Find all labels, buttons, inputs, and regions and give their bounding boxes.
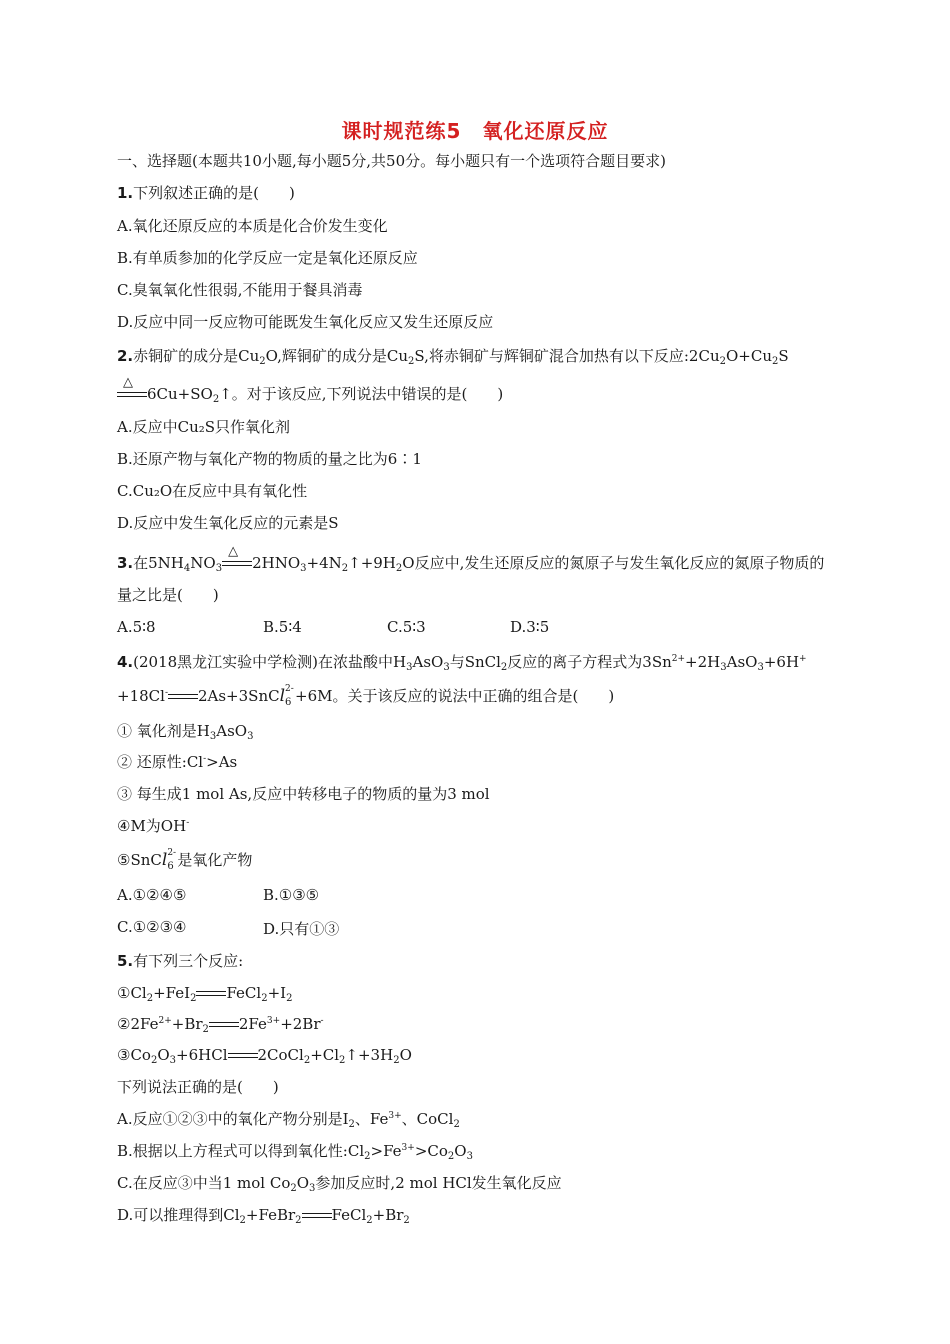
equals-sign — [302, 1212, 332, 1220]
question-number: 4. — [117, 653, 134, 671]
q4-option-d: D.只有①③ — [263, 920, 340, 938]
question-2-equation-line: △ $6Cu+SO_2↑$。对于该反应,下列说法中错误的是( ) — [117, 384, 503, 404]
q3-option-d: D.3∶5 — [510, 618, 550, 636]
q1-option-d: D.反应中同一反应物可能既发生氧化反应又发生还原反应 — [117, 313, 494, 331]
heating-equals-sign: △ — [117, 391, 147, 399]
q3-option-b: B.5∶4 — [263, 618, 302, 636]
q5-reaction-2: $②2Fe^{2+}+Br_2$ $2Fe^{3+}+2Br^-$ — [117, 1015, 324, 1035]
equals-sign — [196, 990, 226, 998]
q4-item-2: ② 还原性:Cl->As — [117, 753, 238, 771]
question-number: 3. — [117, 554, 134, 572]
question-3-stem: 3.在$5NH_4NO_3$ △ $2HNO_3+4N_2↑+9H_2O$反应中,发生还原反应的氮原子与发生氧化反应的氮原子物质的 — [117, 544, 825, 574]
question-3-line-2: 量之比是( ) — [117, 586, 219, 604]
question-number: 2. — [117, 347, 134, 365]
q1-option-c: C.臭氧氧化性很弱,不能用于餐具消毒 — [117, 281, 363, 299]
equals-sign — [209, 1021, 239, 1029]
page-title: 课时规范练5 氧化还原反应 — [341, 119, 609, 143]
q5-reaction-3: $③Co_2O_3+6HCl$ $2CoCl_2+Cl_2↑+3H_2O$ — [117, 1046, 412, 1066]
equals-sign — [168, 693, 198, 701]
q5-option-b: B.根据以上方程式可以得到氧化性$:Cl_2>Fe^{3+}>Co_2O_3$ — [117, 1142, 473, 1162]
q4-item-3: ③ 每生成1 mol As,反应中转移电子的物质的量为3 mol — [117, 785, 490, 803]
q5-option-a: A.反应①②③中的氧化产物分别是$I_2$、$Fe^{3+}$、CoCl$_2$ — [117, 1110, 460, 1130]
equals-sign — [228, 1052, 258, 1060]
q1-option-a: A.氧化还原反应的本质是化合价发生变化 — [117, 217, 388, 235]
q4-item-5: ⑤SnCl 2- 6 是氧化产物 — [117, 848, 253, 872]
question-2-stem: 2.赤铜矿的成分是$Cu_2O$,辉铜矿的成分是$Cu_2S$,将赤铜矿与辉铜矿混合加热有以下反应$:2Cu_2O+Cu_2S$ — [117, 347, 789, 367]
q4-item-4: ④M为OH- — [117, 817, 190, 835]
question-5-stem: 5.有下列三个反应: — [117, 952, 244, 970]
question-number: 1. — [117, 184, 134, 202]
q2-option-a: A.反应中Cu₂S只作氧化剂 — [117, 418, 291, 436]
q4-option-b: B.①③⑤ — [263, 886, 320, 904]
q5-option-d: D.可以推理得到$Cl_2+FeBr_2$ $FeCl_2+Br_2$ — [117, 1206, 410, 1226]
q2-option-b: B.还原产物与氧化产物的物质的量之比为6∶1 — [117, 450, 422, 468]
section-header: 一、选择题(本题共10小题,每小题5分,共50分。每小题只有一个选项符合题目要求) — [117, 152, 666, 170]
heating-equals-sign: △ — [222, 560, 252, 568]
q4-item-1: ① 氧化剂是$H_3AsO_3$ — [117, 722, 254, 742]
q3-option-a: A.5∶8 — [117, 618, 156, 636]
q5-reaction-1: $①Cl_2+FeI_2$ $FeCl_2+I_2$ — [117, 984, 293, 1004]
question-number: 5. — [117, 952, 134, 970]
q2-option-d: D.反应中发生氧化反应的元素是S — [117, 514, 339, 532]
question-4-stem: 4.(2018黑龙江实验中学检测)在浓盐酸中$H_3AsO_3$与SnCl$_2$反应的离子方程式为$3Sn^{2+}+2H_3AsO_3+6H^+$ — [117, 653, 807, 673]
q1-option-b: B.有单质参加的化学反应一定是氧化还原反应 — [117, 249, 418, 267]
q3-option-c: C.5∶3 — [387, 618, 426, 636]
q4-option-a: A.①②④⑤ — [117, 886, 187, 904]
q5-ask: 下列说法正确的是( ) — [117, 1078, 279, 1096]
question-4-line-2: +18Cl- 2As+3SnCl 2- 6 +6M。关于该反应的说法中正确的组合是( ) — [117, 684, 615, 708]
q5-option-c: C.在反应③中当1 mol $Co_2O_3$参加反应时,2 mol HCl发生氧化反应 — [117, 1174, 562, 1194]
q2-option-c: C.Cu₂O在反应中具有氧化性 — [117, 482, 308, 500]
question-1-stem — [117, 183, 295, 203]
q4-option-c: C.①②③④ — [117, 918, 187, 936]
question-text: 下列叙述正确的是( ) — [133, 184, 295, 202]
